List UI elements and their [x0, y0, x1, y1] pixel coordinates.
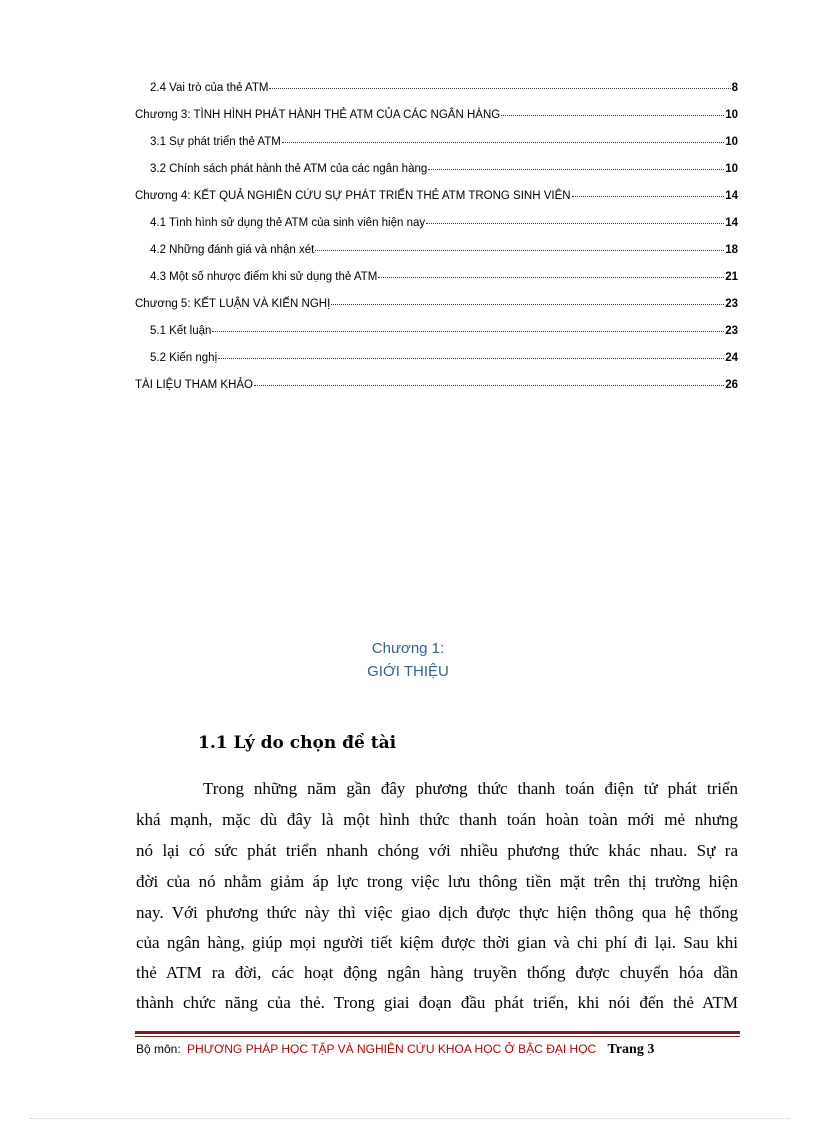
toc-page-number: 10	[725, 163, 738, 175]
toc-page-number: 14	[725, 217, 738, 229]
toc-entry-title: Chương 4: KẾT QUẢ NGHIÊN CỨU SỰ PHÁT TRIỂN THẺ ATM TRONG SINH VIÊN	[135, 190, 571, 202]
footer-dept-label: Bộ môn:	[136, 1042, 181, 1056]
toc-dot-leader	[378, 263, 724, 278]
toc-dot-leader	[254, 371, 724, 386]
page-footer	[136, 1042, 740, 1058]
toc-entry-title: 3.1 Sự phát triển thẻ ATM	[150, 136, 281, 148]
footer-rule-thin	[135, 1036, 740, 1037]
toc-entry[interactable]	[135, 265, 738, 292]
paragraph-line: của ngân hàng, giúp mọi người tiết kiệm được thời gian và chi phí đi lại. Sau khi	[136, 933, 738, 952]
toc-entry-title: 3.2 Chính sách phát hành thẻ ATM của các ngân hàng	[150, 163, 428, 175]
toc-dot-leader	[218, 344, 724, 359]
section-heading: 1.1 Lý do chọn đề tài	[198, 733, 397, 753]
paragraph-line: đời của nó nhằm giảm áp lực trong việc lưu thông tiền mặt trên thị trường hiện	[136, 872, 738, 891]
toc-dot-leader	[428, 155, 724, 170]
toc-entry-title: Chương 3: TÌNH HÌNH PHÁT HÀNH THẺ ATM CỦA CÁC NGÂN HÀNG	[135, 109, 501, 121]
toc-entry-title: TÀI LIỆU THAM KHẢO	[135, 379, 254, 391]
toc-entry[interactable]	[135, 238, 738, 265]
chapter-number: Chương 1:	[371, 640, 445, 657]
toc-entry-title: 2.4 Vai trò của thẻ ATM	[150, 82, 269, 94]
toc-entry-title: 5.1 Kết luận	[150, 325, 212, 337]
toc-dot-leader	[315, 236, 724, 251]
toc-entry-title: Chương 5: KẾT LUẬN VÀ KIẾN NGHỊ	[135, 298, 331, 310]
toc-entry-title: 4.1 Tình hình sử dụng thẻ ATM của sinh viên hiện nay	[150, 217, 426, 229]
toc-entry[interactable]	[135, 76, 738, 103]
toc-page-number: 23	[725, 298, 738, 310]
toc-entry-title: 4.2 Những đánh giá và nhận xét	[150, 244, 315, 256]
toc-dot-leader	[572, 182, 725, 197]
toc-entry[interactable]	[135, 292, 738, 319]
toc-entry[interactable]	[135, 103, 738, 130]
toc-entry[interactable]	[135, 184, 738, 211]
table-of-contents	[135, 76, 738, 400]
chapter-title: GIỚI THIỆU	[367, 663, 449, 680]
toc-dot-leader	[426, 209, 724, 224]
toc-page-number: 24	[725, 352, 738, 364]
toc-dot-leader	[282, 128, 724, 143]
paragraph-line: nay. Với phương thức này thì việc giao dịch được thực hiện thông qua hệ thống	[136, 903, 738, 922]
toc-entry[interactable]	[135, 157, 738, 184]
footer-page-number: Trang 3	[607, 1042, 655, 1057]
toc-entry[interactable]	[135, 211, 738, 238]
paragraph-line: Trong những năm gần đây phương thức thanh toán điện tử phát triển	[203, 779, 738, 798]
toc-page-number: 18	[725, 244, 738, 256]
toc-dot-leader	[212, 317, 724, 332]
toc-entry[interactable]	[135, 346, 738, 373]
toc-page-number: 14	[725, 190, 738, 202]
toc-page-number: 21	[725, 271, 738, 283]
toc-page-number: 10	[725, 136, 738, 148]
paragraph-line: nó lại có sức phát triển nhanh chóng với nhiều phương thức khác nhau. Sự ra	[136, 841, 738, 860]
toc-entry[interactable]	[135, 319, 738, 346]
paragraph-line: thành chức năng của thẻ. Trong giai đoạn đầu phát triển, khi nói đến thẻ ATM	[136, 993, 738, 1012]
toc-entry[interactable]	[135, 130, 738, 157]
toc-page-number: 8	[731, 82, 738, 94]
toc-entry-title: 5.2 Kiến nghị	[150, 352, 218, 364]
footer-rule	[135, 1031, 740, 1034]
toc-dot-leader	[331, 290, 724, 305]
footer-course-title: PHƯƠNG PHÁP HỌC TẬP VÀ NGHIÊN CỨU KHOA HỌC Ở BẬC ĐẠI HỌC	[187, 1042, 597, 1056]
toc-page-number: 10	[725, 109, 738, 121]
toc-dot-leader	[269, 74, 730, 89]
paragraph-line: thẻ ATM ra đời, các hoạt động ngân hàng truyền thống được chuyển hóa dần	[136, 963, 738, 982]
toc-page-number: 26	[725, 379, 738, 391]
toc-entry[interactable]	[135, 373, 738, 400]
toc-page-number: 23	[725, 325, 738, 337]
toc-entry-title: 4.3 Một số nhược điểm khi sử dụng thẻ ATM	[150, 271, 378, 283]
page-edge	[30, 1118, 790, 1119]
paragraph-line: khá mạnh, mặc dù đây là một hình thức thanh toán hoàn toàn mới mẻ nhưng	[136, 810, 738, 829]
toc-dot-leader	[501, 101, 724, 116]
